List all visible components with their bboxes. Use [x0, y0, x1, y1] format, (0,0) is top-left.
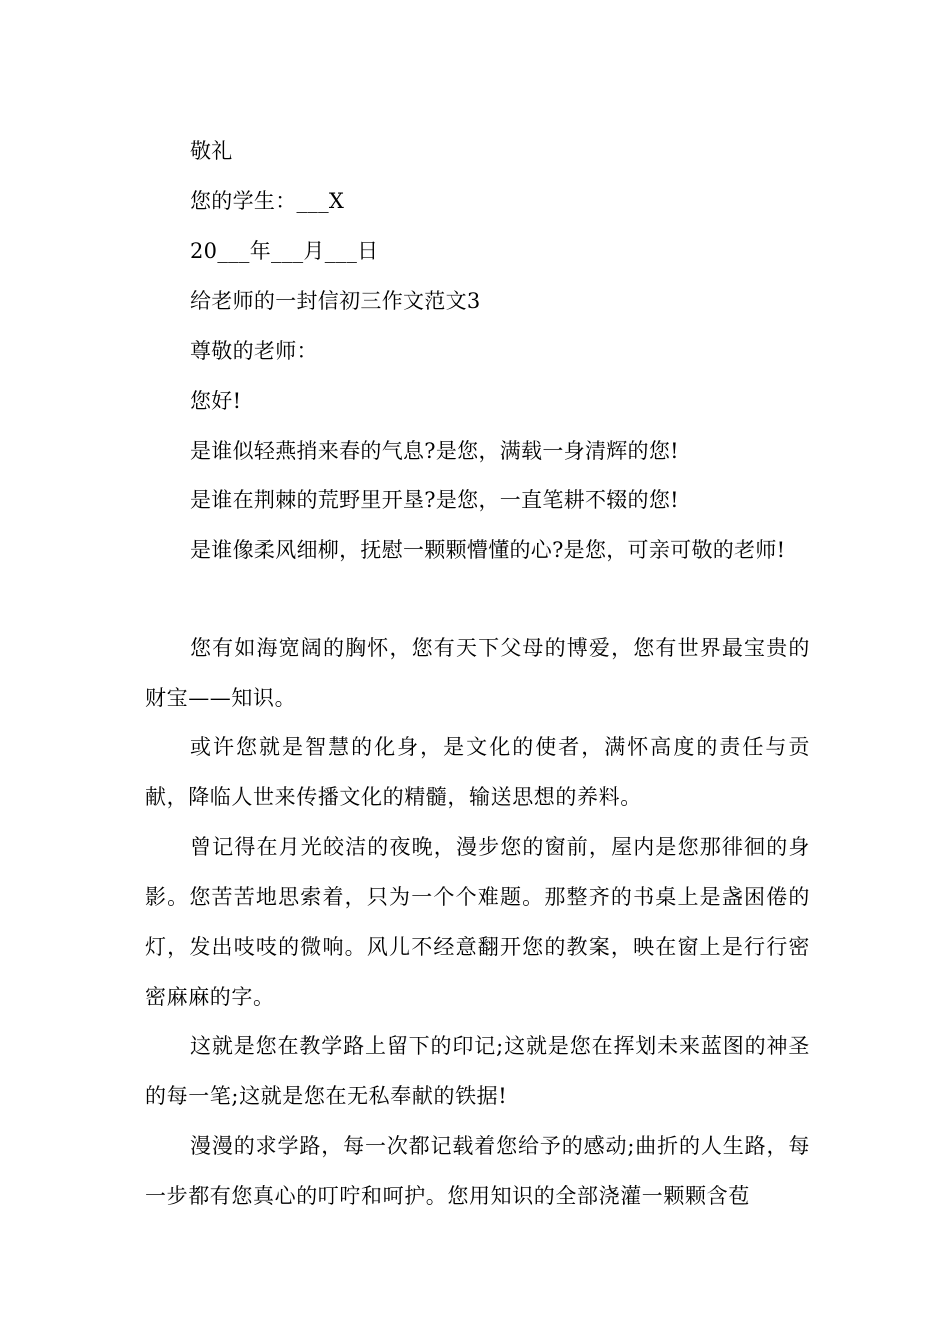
letter-hello: 您好!: [190, 389, 242, 413]
letter-line-2: 是谁在荆棘的荒野里开垦?是您，一直笔耕不辍的您!: [190, 488, 679, 512]
letter-greeting: 尊敬的老师：: [190, 339, 318, 363]
letter-line-3: 是谁像柔风细柳，抚慰一颗颗懵懂的心?是您，可亲可敬的老师!: [190, 538, 786, 562]
body-paragraph-5: 漫漫的求学路，每一次都记载着您给予的感动;曲折的人生路，每一步都有您真心的叮咛和呵护。您用知识的全部浇灌一颗颗含苞: [145, 1134, 810, 1208]
closing-salutation: 敬礼: [190, 139, 233, 163]
body-paragraph-4: 这就是您在教学路上留下的印记;这就是您在挥划未来蓝图的神圣的每一笔;这就是您在无私奉献的铁据!: [145, 1034, 810, 1108]
body-paragraph-2: 或许您就是智慧的化身，是文化的使者，满怀高度的责任与贡献，降临人世来传播文化的精髓，输送思想的养料。: [145, 735, 810, 809]
body-paragraph-3: 曾记得在月光皎洁的夜晚，漫步您的窗前，屋内是您那徘徊的身影。您苦苦地思索着，只为一个个难题。那整齐的书桌上是盏困倦的灯，发出吱吱的微响。风儿不经意翻开您的教案，映在窗上是行行密密麻麻的字。: [145, 835, 810, 1009]
signature-line: 您的学生：___X: [190, 189, 345, 213]
letter-line-1: 是谁似轻燕捎来春的气息?是您，满载一身清辉的您!: [190, 439, 679, 463]
date-line: 20___年___月___日: [190, 239, 379, 263]
letter-title: 给老师的一封信初三作文范文3: [190, 289, 481, 313]
body-paragraph-1: 您有如海宽阔的胸怀，您有天下父母的博爱，您有世界最宝贵的财宝——知识。: [145, 636, 810, 710]
